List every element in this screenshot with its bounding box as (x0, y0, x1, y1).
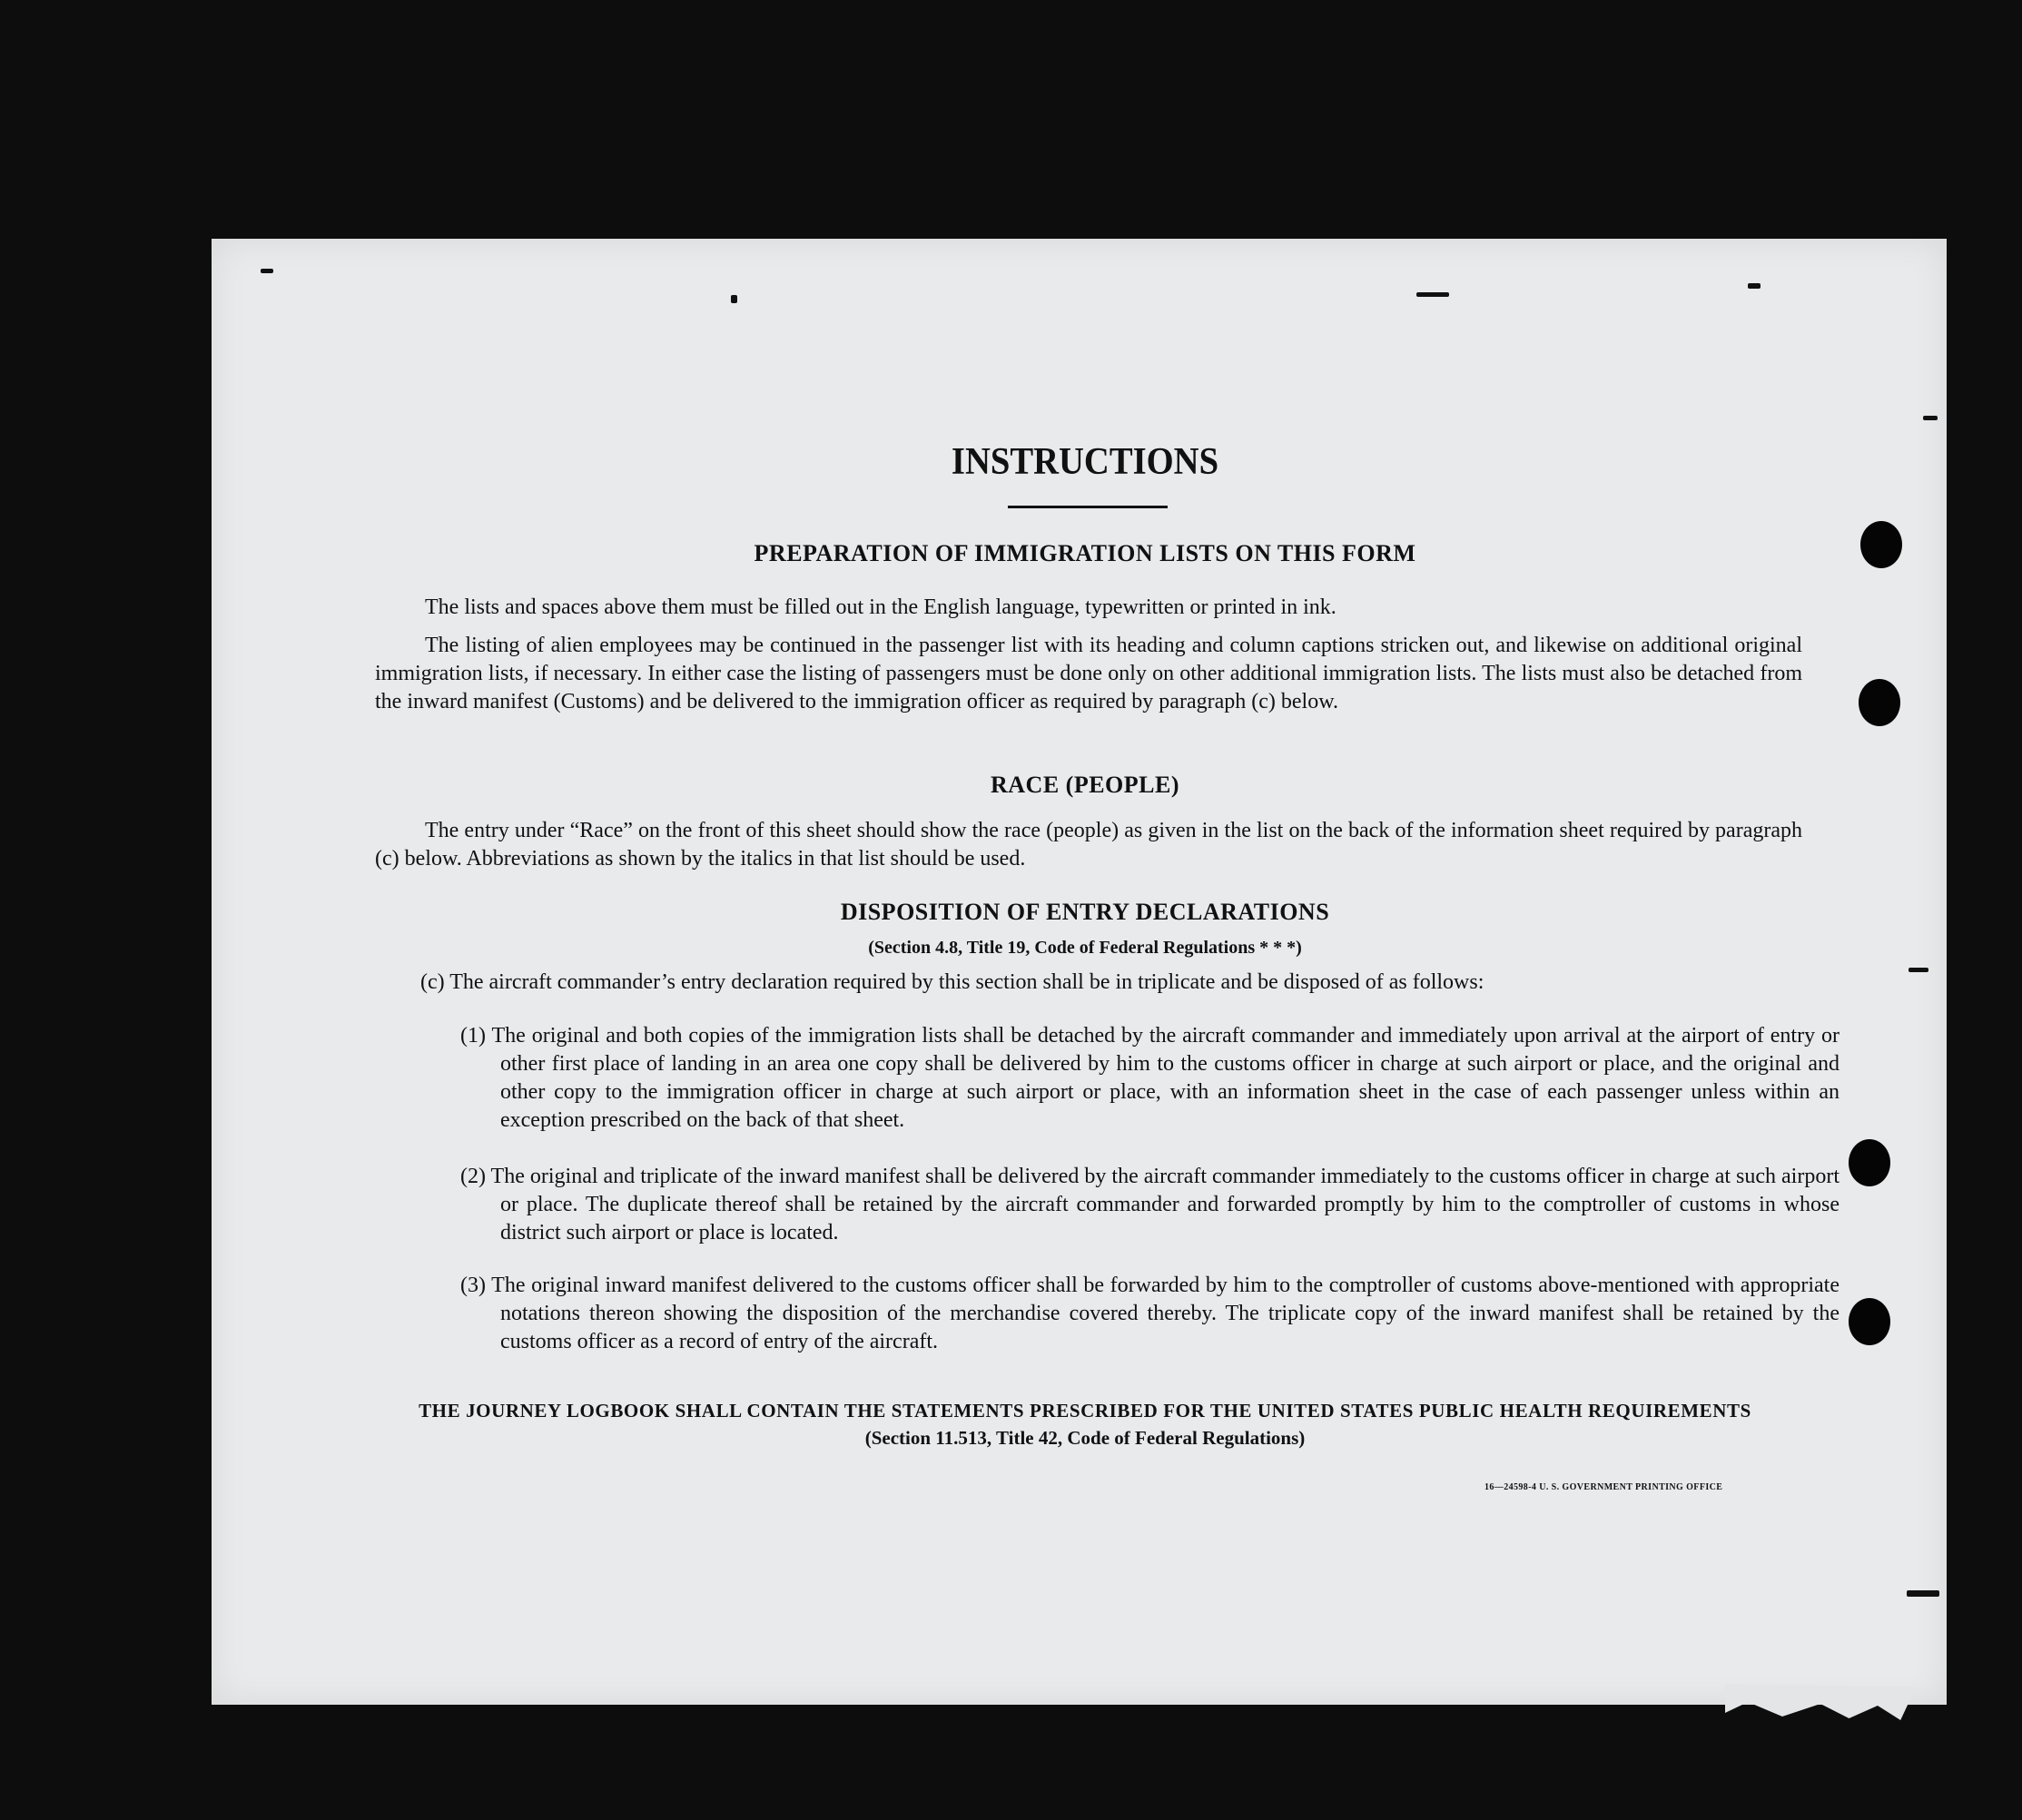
list-item-2: (2) The original and triplicate of the inward manifest shall be delivered by the aircraft commander immediately to the customs officer in charge at such airport or place. The duplicate thereof shall be retained by the aircraft commander and forwarded promptly by him to the comptroller of customs in whose district such airport or place is located. (460, 1165, 1840, 1244)
list-item-3: (3) The original inward manifest delivered to the customs officer shall be forwarded by him to the comptroller of customs above-mentioned with appropriate notations thereon showing the disposition of the merchandise covered thereby. The triplicate copy of the inward manifest shall be retained by the customs officer as a record of entry of the aircraft. (460, 1274, 1840, 1353)
paragraph-alien-employees: The listing of alien employees may be continued in the passenger list with its heading and column captions stricken out, and likewise on additional original immigration lists, if necessary. In either case the listing of passengers must be done only on other additional immigration lists. The lists must also be detached from the inward manifest (Customs) and be delivered to the immigration officer as required by paragraph (c) below. (375, 634, 1802, 713)
dust-speck (1907, 1590, 1939, 1597)
dust-speck (261, 269, 273, 273)
health-regulation-citation: (Section 11.513, Title 42, Code of Federal Regulations) (864, 1427, 1306, 1449)
dust-speck (1923, 416, 1938, 420)
health-requirements-statement: THE JOURNEY LOGBOOK SHALL CONTAIN THE STATEMENTS PRESCRIBED FOR THE UNITED STATES PUBLIC HEALTH REQUIREMENTS (419, 1400, 1751, 1422)
dust-speck (1416, 292, 1449, 297)
section-heading-race: RACE (PEOPLE) (991, 772, 1179, 798)
title-underline (1008, 506, 1168, 508)
page-title: INSTRUCTIONS (951, 441, 1219, 483)
dust-speck (731, 295, 737, 303)
section-heading-disposition: DISPOSITION OF ENTRY DECLARATIONS (840, 899, 1330, 925)
punch-hole-4 (1849, 1298, 1890, 1345)
dust-speck (1748, 283, 1761, 289)
paragraph-c-intro: (c) The aircraft commander’s entry declaration required by this section shall be in triplicate and be disposed of as follows: (420, 970, 1484, 994)
torn-paper-edge (1725, 1684, 1916, 1720)
regulation-citation: (Section 4.8, Title 19, Code of Federal Regulations * * *) (868, 938, 1302, 958)
punch-hole-2 (1859, 679, 1900, 726)
paragraph-race: The entry under “Race” on the front of this sheet should show the race (people) as given in the list on the back of the information sheet required by paragraph (c) below. Abbreviations as shown by the italics in that list should be used. (375, 819, 1802, 871)
dust-speck (1909, 968, 1928, 972)
paragraph-language: The lists and spaces above them must be filled out in the English language, typewritten or printed in ink. (425, 595, 1336, 619)
punch-hole-3 (1849, 1139, 1890, 1186)
printer-imprint: 16—24598-4 U. S. GOVERNMENT PRINTING OFFICE (1484, 1482, 1723, 1492)
list-item-1: (1) The original and both copies of the immigration lists shall be detached by the aircraft commander and immediately upon arrival at the airport of entry or other first place of landing in an area one copy shall be delivered by him to the customs officer in charge at such airport or place, and the original and other copy to the immigration officer in charge at such airport or place, with an information sheet in the case of each passenger unless within an exception prescribed on the back of that sheet. (460, 1024, 1840, 1132)
section-heading-preparation: PREPARATION OF IMMIGRATION LISTS ON THIS FORM (754, 540, 1416, 566)
punch-hole-1 (1860, 521, 1902, 568)
